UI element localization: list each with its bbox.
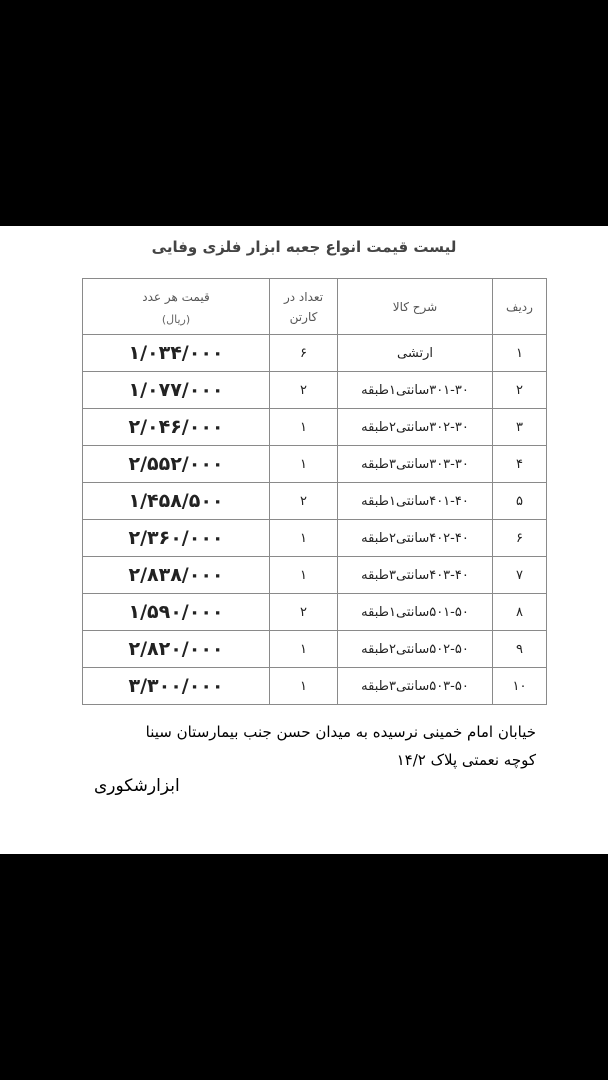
row-price: ۲/۸۳۸/۰۰۰	[83, 557, 270, 594]
row-quantity: ۲	[270, 483, 338, 520]
address-line-2: کوچه نعمتی پلاک ۱۴/۲	[396, 751, 536, 769]
table-row	[83, 372, 547, 409]
row-index: ۶	[493, 520, 547, 557]
row-description: ۳۰۲-۳۰سانتی۲طبقه	[338, 409, 493, 446]
row-description: ارتشی	[338, 335, 493, 372]
table-row	[83, 668, 547, 705]
row-index: ۵	[493, 483, 547, 520]
row-quantity: ۱	[270, 557, 338, 594]
header-quantity-line1: تعداد در	[283, 289, 324, 304]
row-index: ۲	[493, 372, 547, 409]
row-index: ۱۰	[493, 668, 547, 705]
row-description: ۳۰۳-۳۰سانتی۳طبقه	[338, 446, 493, 483]
row-description: ۵۰۱-۵۰سانتی۱طبقه	[338, 594, 493, 631]
row-price: ۲/۵۵۲/۰۰۰	[83, 446, 270, 483]
table-row	[83, 594, 547, 631]
header-price-unit: (ریال)	[161, 313, 191, 326]
row-quantity: ۲	[270, 594, 338, 631]
row-price: ۲/۳۶۰/۰۰۰	[83, 520, 270, 557]
row-quantity: ۱	[270, 446, 338, 483]
row-index: ۴	[493, 446, 547, 483]
row-price: ۱/۴۵۸/۵۰۰	[83, 483, 270, 520]
row-index: ۹	[493, 631, 547, 668]
price-list-document	[0, 226, 608, 854]
table-row	[83, 631, 547, 668]
row-index: ۳	[493, 409, 547, 446]
table-row	[83, 557, 547, 594]
table-row	[83, 483, 547, 520]
row-quantity: ۱	[270, 668, 338, 705]
document-title: لیست قیمت انواع جعبه ابزار فلزی وفایی	[151, 238, 457, 256]
price-table	[82, 278, 547, 705]
row-description: ۴۰۲-۴۰سانتی۲طبقه	[338, 520, 493, 557]
header-price-line1: قیمت هر عدد	[142, 290, 210, 304]
table-row	[83, 446, 547, 483]
row-price: ۱/۵۹۰/۰۰۰	[83, 594, 270, 631]
row-description: ۵۰۲-۵۰سانتی۲طبقه	[338, 631, 493, 668]
header-index: ردیف	[493, 279, 547, 335]
row-description: ۴۰۱-۴۰سانتی۱طبقه	[338, 483, 493, 520]
row-quantity: ۶	[270, 335, 338, 372]
row-quantity: ۱	[270, 520, 338, 557]
row-description: ۴۰۳-۴۰سانتی۳طبقه	[338, 557, 493, 594]
row-price: ۱/۰۳۴/۰۰۰	[83, 335, 270, 372]
address-line-1: خیابان امام خمینی نرسیده به میدان حسن جنب بیمارستان سینا	[145, 723, 536, 741]
row-price: ۲/۸۲۰/۰۰۰	[83, 631, 270, 668]
table-row	[83, 520, 547, 557]
row-price: ۱/۰۷۷/۰۰۰	[83, 372, 270, 409]
row-price: ۳/۳۰۰/۰۰۰	[83, 668, 270, 705]
header-quantity-line2: کارتن	[289, 309, 318, 324]
header-quantity	[270, 279, 338, 335]
table-row	[83, 335, 547, 372]
row-description: ۵۰۳-۵۰سانتی۳طبقه	[338, 668, 493, 705]
table-row	[83, 409, 547, 446]
address-block	[66, 718, 536, 774]
row-index: ۷	[493, 557, 547, 594]
shop-name: ابزارشکوری	[94, 776, 180, 796]
row-description: ۳۰۱-۳۰سانتی۱طبقه	[338, 372, 493, 409]
header-description: شرح کالا	[338, 279, 493, 335]
row-price: ۲/۰۴۶/۰۰۰	[83, 409, 270, 446]
table-header-row	[83, 279, 547, 335]
row-quantity: ۱	[270, 631, 338, 668]
header-price	[83, 279, 270, 335]
row-index: ۱	[493, 335, 547, 372]
row-index: ۸	[493, 594, 547, 631]
row-quantity: ۲	[270, 372, 338, 409]
row-quantity: ۱	[270, 409, 338, 446]
